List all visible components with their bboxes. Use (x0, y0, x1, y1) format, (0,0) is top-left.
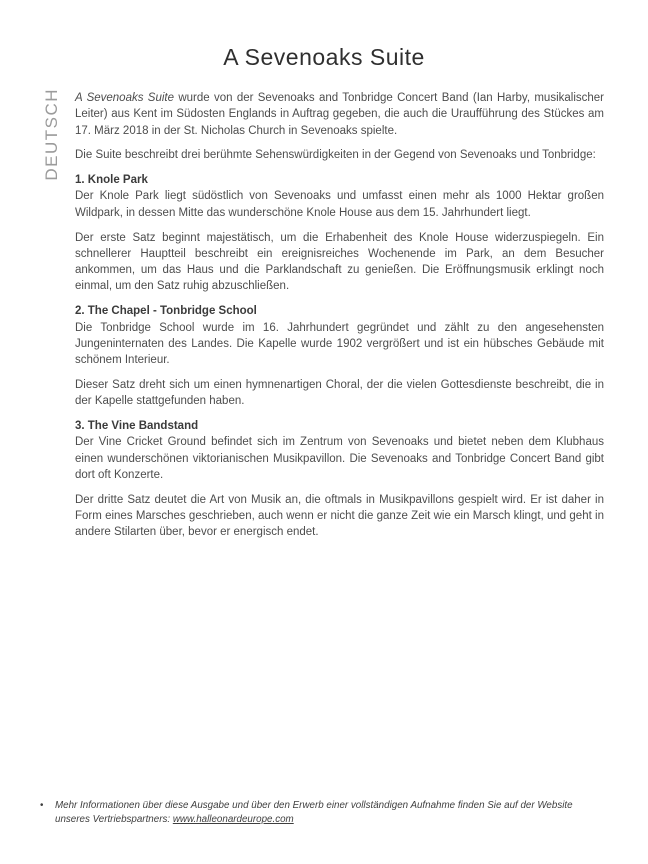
language-sidebar-label (42, 88, 62, 180)
intro-paragraph (75, 90, 604, 139)
section-2-heading: 2. The Chapel - Tonbridge School (75, 305, 257, 318)
program-notes (75, 90, 604, 549)
section-1-heading: 1. Knole Park (75, 174, 148, 187)
footer-text (55, 799, 602, 826)
section-1-paragraph-1: Der Knole Park liegt südöstlich von Sevenoaks und umfasst einen mehr als 1000 Hektar großen Wildpark, in dessen Mitte das wunderschöne Knole House aus dem 15. Jahrhundert liegt. (75, 190, 604, 219)
page-title: A Sevenoaks Suite (223, 44, 425, 70)
section-2-paragraph-2: Dieser Satz dreht sich um einen hymnenartigen Choral, der die vielen Gottesdienste beschreibt, die in der Kapelle stattgefunden haben. (75, 378, 604, 408)
section-3-paragraph-1: Der Vine Cricket Ground befindet sich im Zentrum von Sevenoaks und bietet neben dem Klubhaus einen wunderschönen viktorianischen Musikpavillon. Die Sevenoaks and Tonbridge Concert Band gibt dort oft Konzerte. (75, 436, 604, 481)
footer-bullet: • (40, 800, 44, 811)
section-3-heading: 3. The Vine Bandstand (75, 420, 199, 433)
suite-overview-paragraph: Die Suite beschreibt drei berühmte Sehenswürdigkeiten in der Gegend von Sevenoaks und Tonbridge: (75, 149, 596, 162)
intro-paragraph-text: wurde von der Sevenoaks and Tonbridge Concert Band (Ian Harby, musikalischer Leiter) aus Kent im Südosten Englands in Auftrag gegeben, die auch die Uraufführung des Stückes am 17. März 2018 in der St. Nicholas Church in Sevenoaks spielte. (75, 92, 604, 137)
section-1-paragraph-2: Der erste Satz beginnt majestätisch, um die Erhabenheit des Knole House widerzuspiegeln. Ein schnellerer Hauptteil beschreibt ein ereignisreiches Wochenende im Park, an dem Besucher ankommen, um das Haus und die Parklandschaft zu genießen. Die Eröffnungsmusik erklingt noch einmal, um den Satz ruhig abzuschließen. (75, 231, 604, 293)
work-title-italic: A Sevenoaks Suite (75, 92, 174, 104)
footer-note (40, 799, 602, 826)
section-2-paragraph-1: Die Tonbridge School wurde im 16. Jahrhundert gegründet und zählt zu den angesehensten Jungeninternaten des Landes. Die Kapelle wurde 1902 vergrößert und ist ein hübsches Gebäude mit schönem Interieur. (75, 321, 604, 367)
distributor-website-link[interactable]: www.halleonardeurope.com (172, 813, 294, 825)
section-3-paragraph-2: Der dritte Satz deutet die Art von Musik an, die oftmals in Musikpavillons gespielt wird. Er ist daher in Form eines Marsches geschrieben, auch wenn er nicht die ganze Zeit wie ein Marsch klingt, und geht in andere Stilarten über, bevor er energisch endet. (75, 493, 604, 539)
language-label-text: DEUTSCH (42, 88, 61, 181)
footer-info-text: Mehr Informationen über diese Ausgabe und über den Erwerb einer vollständigen Aufnahme finden Sie auf der Website unseres Vertriebspartners: (55, 800, 573, 825)
